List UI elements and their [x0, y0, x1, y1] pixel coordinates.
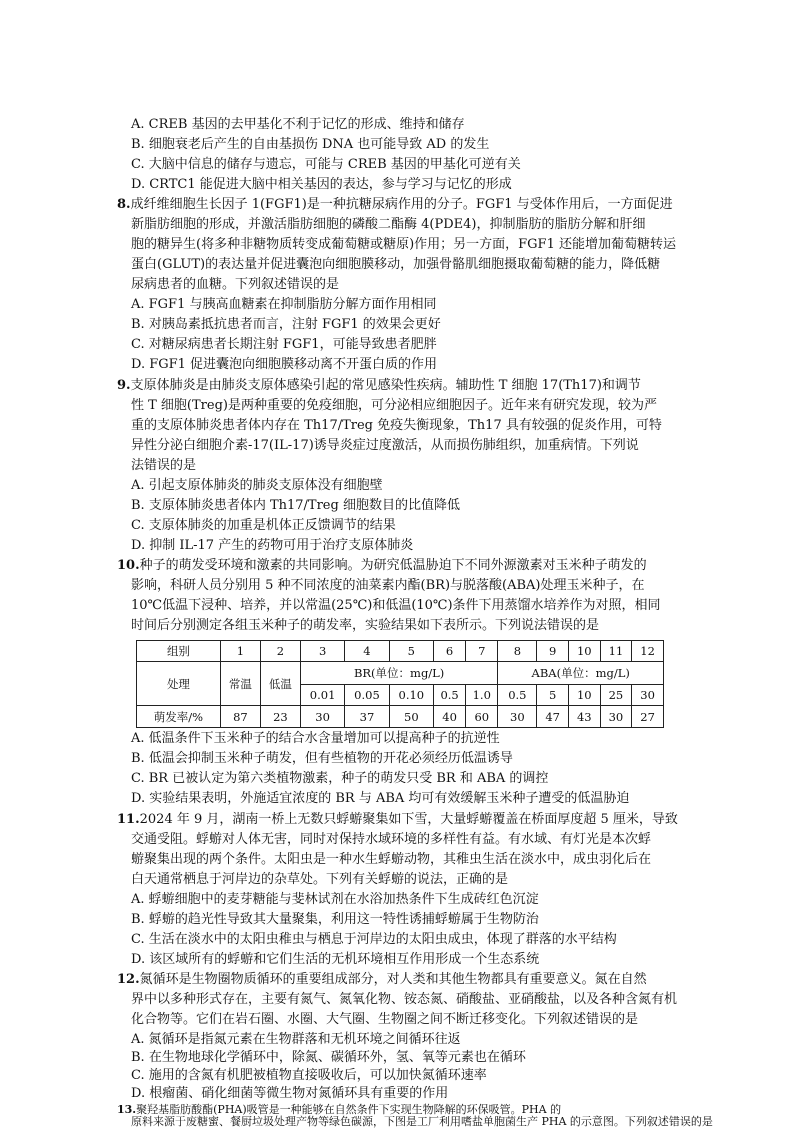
q8-stem-line: 8.成纤维细胞生长因子 1(FGF1)是一种抗糖尿病作用的分子。FGF1 与受体作用后，一方面促进: [117, 197, 673, 212]
group-cell: 3: [300, 641, 344, 662]
q8-option-b: B. 对胰岛素抵抗患者而言，注射 FGF1 的效果会更好: [131, 317, 441, 332]
q9-stem-line: 异性分泌白细胞介素-17(IL-17)诱导炎症过度激活，从而损伤肺组织，加重病情。下列说: [131, 438, 639, 453]
q12-option-c: C. 施用的含氮有机肥被植物直接吸收后，可以加快氮循环速率: [131, 1068, 487, 1083]
rate-cell: 87: [220, 706, 260, 728]
aba-concentration: 30: [632, 685, 664, 706]
q7-option-a: A. CREB 基因的去甲基化不利于记忆的形成、维持和储存: [131, 117, 465, 132]
q8-stem-line: 蛋白(GLUT)的表达量并促进囊泡向细胞膜移动，加强骨骼肌细胞摄取葡萄糖的能力，降低糖: [131, 257, 661, 272]
rate-cell: 30: [498, 706, 537, 728]
q9-stem-line: 法错误的是: [131, 458, 197, 473]
br-concentration: 0.01: [300, 685, 344, 706]
group-cell: 10: [568, 641, 600, 662]
q9-stem-line: 性 T 细胞(Treg)是两种重要的免疫细胞，可分泌相应细胞因子。近年来有研究发现，较为严: [131, 398, 657, 413]
rate-cell: 60: [466, 706, 498, 728]
low-temp-cell: 低温: [260, 662, 300, 706]
q10-option-b: B. 低温会抑制玉米种子萌发，但有些植物的开花必须经历低温诱导: [131, 751, 513, 766]
q8-stem-line: 新脂肪细胞的形成，并激活脂肪细胞的磷酸二酯酶 4(PDE4)，抑制脂肪的脂肪分解和肝细: [131, 217, 646, 232]
br-concentration: 1.0: [466, 685, 498, 706]
group-cell: 4: [345, 641, 389, 662]
q9-option-d: D. 抑制 IL-17 产生的药物可用于治疗支原体肺炎: [131, 538, 414, 553]
br-header: BR(单位：mg/L): [300, 662, 497, 685]
q7-option-b: B. 细胞衰老后产生的自由基损伤 DNA 也可能导致 AD 的发生: [131, 137, 490, 152]
group-cell: 5: [389, 641, 433, 662]
group-cell: 2: [260, 641, 300, 662]
q9-option-c: C. 支原体肺炎的加重是机体正反馈调节的结果: [131, 518, 396, 533]
q11-option-d: D. 该区域所有的蜉蝣和它们生活的无机环境相互作用形成一个生态系统: [131, 952, 540, 967]
group-row: [137, 641, 664, 662]
rate-cell: 43: [568, 706, 600, 728]
q8-option-d: D. FGF1 促进囊泡向细胞膜移动离不开蛋白质的作用: [131, 357, 438, 372]
br-concentration: 0.10: [389, 685, 433, 706]
q9-stem-line: 9.支原体肺炎是由肺炎支原体感染引起的常见感染性疾病。辅助性 T 细胞 17(Th17)和调节: [117, 378, 641, 393]
treatment-label: 处理: [137, 662, 221, 706]
q11-stem-line: 蝣聚集出现的两个条件。太阳虫是一种水生蜉蝣动物，其稚虫生活在淡水中，成虫羽化后在: [131, 852, 652, 867]
q11-option-c: C. 生活在淡水中的太阳虫稚虫与栖息于河岸边的太阳虫成虫，体现了群落的水平结构: [131, 932, 617, 947]
aba-header: ABA(单位：mg/L): [498, 662, 664, 685]
aba-concentration: 25: [600, 685, 632, 706]
q8-option-a: A. FGF1 与胰高血糖素在抑制脂肪分解方面作用相同: [131, 297, 437, 312]
q10-stem-line: 10℃低温下浸种、培养，并以常温(25℃)和低温(10℃)条件下用蒸馏水培养作为对照，相同: [131, 598, 661, 613]
q9-stem-line: 重的支原体肺炎患者体内存在 Th17/Treg 免疫失衡现象，Th17 具有较强的促炎作用，可特: [131, 418, 662, 433]
rate-label: 萌发率/%: [137, 706, 221, 728]
germination-table: [136, 640, 664, 728]
group-label: 组别: [137, 641, 221, 662]
q12-number: 12.: [117, 972, 140, 987]
q11-stem-line: 11.2024 年 9 月，湖南一桥上无数只蜉蝣聚集如下雪，大量蜉蝣覆盖在桥面厚度超 5 厘米，导致: [117, 812, 678, 827]
q10-stem-line: 10.种子的萌发受环境和激素的共同影响。为研究低温胁迫下不同外源激素对玉米种子萌发的: [117, 558, 647, 573]
q12-stem-line: 界中以多种形式存在，主要有氮气、氮氧化物、铵态氮、硝酸盐、亚硝酸盐，以及各种含氮有机: [131, 992, 678, 1007]
q10-option-c: C. BR 已被认定为第六类植物激素，种子的萌发只受 BR 和 ABA 的调控: [131, 771, 549, 786]
q12-option-a: A. 氮循环是指氮元素在生物群落和无机环境之间循环往返: [131, 1032, 461, 1047]
aba-concentration: 0.5: [498, 685, 537, 706]
normal-temp-cell: 常温: [220, 662, 260, 706]
br-concentration: 0.5: [434, 685, 466, 706]
q10-number: 10.: [117, 558, 140, 573]
q11-number: 11.: [117, 812, 140, 827]
group-cell: 8: [498, 641, 537, 662]
q10-option-a: A. 低温条件下玉米种子的结合水含量增加可以提高种子的抗逆性: [131, 731, 500, 746]
q13-number: 13.: [117, 1103, 137, 1116]
group-cell: 11: [600, 641, 632, 662]
q11-option-b: B. 蜉蝣的趋光性导致其大量聚集，利用这一特性诱捕蜉蝣属于生物防治: [131, 912, 539, 927]
rate-cell: 47: [537, 706, 569, 728]
group-cell: 12: [632, 641, 664, 662]
q11-option-a: A. 蜉蝣细胞中的麦芽糖能与斐林试剂在水浴加热条件下生成砖红色沉淀: [131, 892, 539, 907]
aba-concentration: 10: [568, 685, 600, 706]
treatment-row: [137, 662, 664, 685]
group-cell: 9: [537, 641, 569, 662]
q8-number: 8.: [117, 197, 131, 212]
rate-cell: 40: [434, 706, 466, 728]
rate-cell: 50: [389, 706, 433, 728]
rate-cell: 23: [260, 706, 300, 728]
rate-cell: 30: [600, 706, 632, 728]
q12-option-b: B. 在生物地球化学循环中，除氮、碳循环外，氢、氧等元素也在循环: [131, 1050, 526, 1065]
q8-option-c: C. 对糖尿病患者长期注射 FGF1，可能导致患者肥胖: [131, 337, 437, 352]
q7-option-c: C. 大脑中信息的储存与遗忘，可能与 CREB 基因的甲基化可逆有关: [131, 157, 521, 172]
br-concentration: 0.05: [345, 685, 389, 706]
q8-stem-line: 尿病患者的血糖。下列叙述错误的是: [131, 277, 340, 292]
group-cell: 1: [220, 641, 260, 662]
q13-stem-line: 13.聚羟基脂肪酸酯(PHA)吸管是一种能够在自然条件下实现生物降解的环保吸管。PHA 的: [117, 1103, 562, 1116]
q13-stem-line: 原料来源于废糖蜜、餐厨垃圾处理产物等绿色碳源，下图是工厂利用嗜盐单胞菌生产 PHA 的示意图。下列叙述错误的是: [131, 1115, 713, 1128]
q10-stem-line: 影响，科研人员分别用 5 种不同浓度的油菜素内酯(BR)与脱落酸(ABA)处理玉米种子，在: [131, 578, 645, 593]
rate-cell: 30: [300, 706, 344, 728]
rate-row: [137, 706, 664, 728]
q9-option-a: A. 引起支原体肺炎的肺炎支原体没有细胞壁: [131, 478, 383, 493]
rate-cell: 27: [632, 706, 664, 728]
q12-stem-line: 12.氮循环是生物圈物质循环的重要组成部分，对人类和其他生物都具有重要意义。氮在自然: [117, 972, 647, 987]
q7-option-d: D. CRTC1 能促进大脑中相关基因的表达，参与学习与记忆的形成: [131, 177, 512, 192]
aba-concentration: 5: [537, 685, 569, 706]
q8-stem-line: 胞的糖异生(将多种非糖物质转变成葡萄糖或糖原)作用；另一方面，FGF1 还能增加葡萄糖转运: [131, 237, 676, 252]
q9-option-b: B. 支原体肺炎患者体内 Th17/Treg 细胞数目的比值降低: [131, 498, 460, 513]
q10-option-d: D. 实验结果表明，外施适宜浓度的 BR 与 ABA 均可有效缓解玉米种子遭受的低温胁迫: [131, 791, 630, 806]
q11-stem-line: 白天通常栖息于河岸边的杂草处。下列有关蜉蝣的说法，正确的是: [131, 872, 509, 887]
group-cell: 6: [434, 641, 466, 662]
rate-cell: 37: [345, 706, 389, 728]
q11-stem-line: 交通受阻。蜉蝣对人体无害，同时对保持水域环境的多样性有益。有水域、有灯光是本次蜉: [131, 832, 652, 847]
q10-stem-line: 时间后分别测定各组玉米种子的萌发率，实验结果如下表所示。下列说法错误的是: [131, 618, 600, 633]
group-cell: 7: [466, 641, 498, 662]
q12-option-d: D. 根瘤菌、硝化细菌等微生物对氮循环具有重要的作用: [131, 1086, 449, 1101]
q12-stem-line: 化合物等。它们在岩石圈、水圈、大气圈、生物圈之间不断迁移变化。下列叙述错误的是: [131, 1012, 639, 1027]
q9-number: 9.: [117, 378, 131, 393]
